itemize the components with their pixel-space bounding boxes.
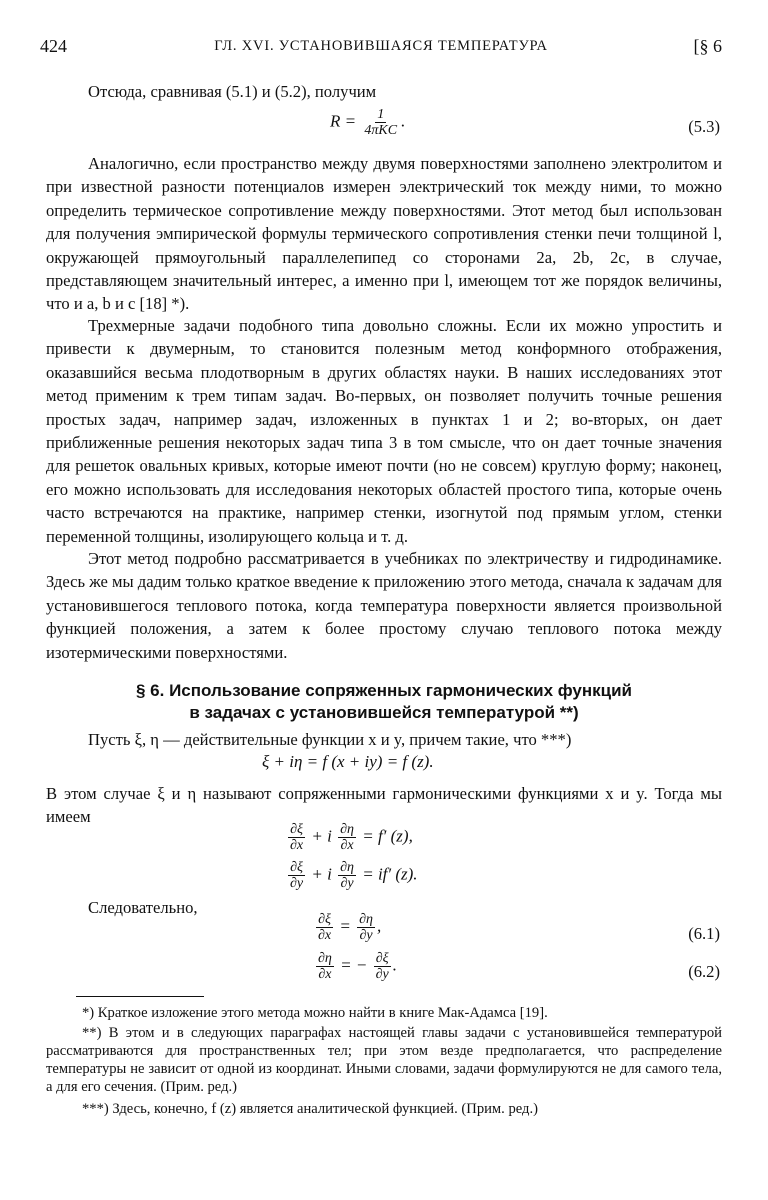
eq-lhs: R = bbox=[330, 111, 357, 131]
paragraph-therefore: Следовательно, bbox=[88, 898, 198, 917]
section-heading-line2: в задачах с установившейся температурой **) bbox=[189, 703, 579, 722]
footnote-2: **) В этом и в следующих параграфах настоящей главы задачи с установившейся температурой рассматриваются для пространственных тел; при этом везде предполагается, что распределение температуры не зависит от одной из координат. Иными словами, задачи формулируются не для самого тела, а для его сечения. (Прим. ред.) bbox=[46, 1025, 722, 1095]
equation-5-3: R = $\frac{1}{\text{4πKC}}$ . bbox=[330, 107, 406, 138]
equation-derivative-x: $\frac{\partial\xi}{\partial x}$ + i $\frac{\partial\eta}{\partial x}$ = f′ (z), bbox=[290, 822, 413, 853]
paragraph-conformal: Трехмерные задачи подобного типа довольно сложны. Если их можно упростить и привести к двумерным, то становится полезным метод конформного отображения, оказавшийся весьма плодотворным в других областях науки. В наших исследованиях этот метод применим к трем типам задач. Во-первых, он позволяет получить точные решения простых задач, например задач, изложенных в пунктах 1 и 2; во-вторых, он дает приближенные решения некоторых задач типа 3 в том смысле, что он дает точные значения для решеток овальных кривых, которые имеют почти (но не совсем) круглую форму; наконец, его можно использовать для исследования некоторых областей простого типа, которые очень часто встречаются на практике, например стенки, изогнутой под прямым углом, стенки переменной толщины, изолирующего кольца и т. д. bbox=[46, 316, 722, 546]
paragraph-method: Этот метод подробно рассматривается в учебниках по электричеству и гидродинамике. Здесь же мы дадим только краткое введение к приложению этого метода, сначала к задачам для установившегося теплового потока, когда температура поверхности является произвольной функцией положения, а затем к более простому случаю теплового потока между изотермическими поверхностями. bbox=[46, 549, 722, 662]
equation-number: (6.1) bbox=[688, 924, 720, 943]
equation-number: (6.2) bbox=[688, 962, 720, 981]
equation-6-1: $\frac{\partial\xi}{\partial x}$ = $\frac{\partial\eta}{\partial y}$ , bbox=[318, 912, 382, 943]
section-mark: [§ 6 bbox=[693, 36, 722, 56]
section-heading-line1: § 6. Использование сопряженных гармонических функций bbox=[136, 681, 632, 700]
running-header bbox=[40, 36, 722, 62]
equation-main: ξ + iη = f (x + iy) = f (z). bbox=[262, 752, 434, 771]
equation-number: (5.3) bbox=[688, 117, 720, 136]
footnote-1: *) Краткое изложение этого метода можно найти в книге Мак-Адамса [19]. bbox=[82, 1005, 548, 1021]
paragraph-conjugate: В этом случае ξ и η называют сопряженными гармоническими функциями x и y. Тогда мы имеем bbox=[46, 784, 722, 827]
section-heading bbox=[46, 680, 722, 724]
fraction: $\frac{1}{\text{4πKC}}$ bbox=[364, 107, 398, 138]
footnote-3: ***) Здесь, конечно, f (z) является аналитической функцией. (Прим. ред.) bbox=[82, 1101, 538, 1117]
paragraph-let: Пусть ξ, η — действительные функции x и y, причем такие, что ***) bbox=[88, 730, 572, 749]
intro-paragraph: Отсюда, сравнивая (5.1) и (5.2), получим bbox=[88, 82, 377, 101]
paragraph-electrolyte: Аналогично, если пространство между двумя поверхностями заполнено электролитом и при известной разности потенциалов измерен электрический ток между ними, то можно определить термическое сопротивление между поверхностями. Этот метод был использован для получения эмпирической формулы термического сопротивления стенки печи толщиной l, окружающей прямоугольный параллелепипед со сторонами 2a, 2b, 2c, в случае, представляющем значительный интерес, а именно при l, имеющем тот же порядок величины, что и a, b и c [18] *). bbox=[46, 154, 722, 314]
running-title: ГЛ. XVI. УСТАНОВИВШАЯСЯ ТЕМПЕРАТУРА bbox=[214, 38, 548, 54]
equation-6-2: $\frac{\partial\eta}{\partial x}$ = − $\frac{\partial\xi}{\partial y}$ . bbox=[318, 951, 397, 982]
page-number: 424 bbox=[40, 36, 67, 56]
footnote-divider bbox=[76, 996, 204, 997]
equation-derivative-y: $\frac{\partial\xi}{\partial y}$ + i $\frac{\partial\eta}{\partial y}$ = if′ (z). bbox=[290, 860, 418, 891]
